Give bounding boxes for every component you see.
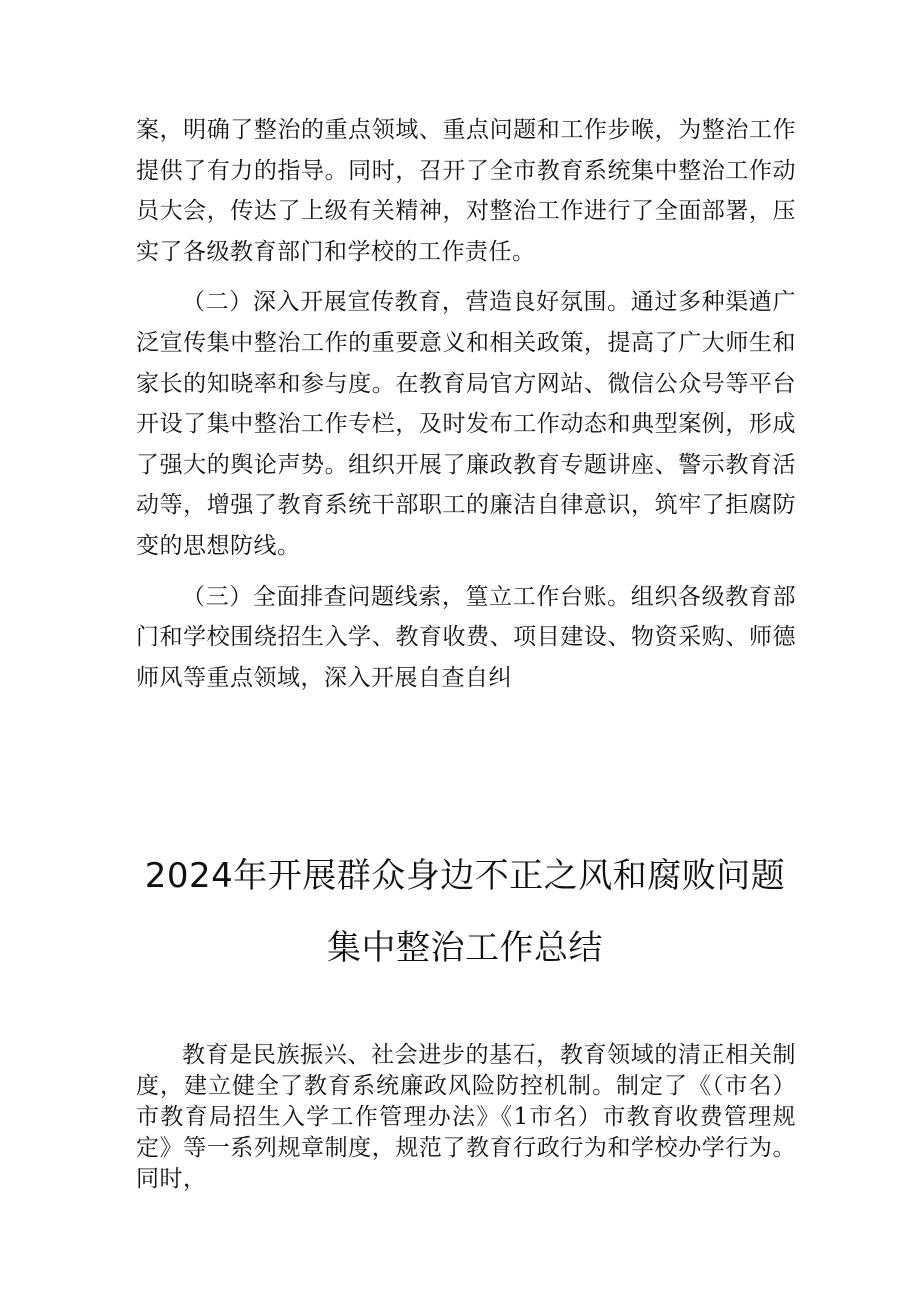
upper-text-section bbox=[136, 110, 796, 708]
title-line-1: 2024年开展群众身边不正之风和腐败问题 bbox=[144, 856, 786, 896]
title-line-2: 集中整治工作总结 bbox=[327, 928, 603, 968]
paragraph-investigate-clues: （三）全面排查问题线索，篁立工作台账。组织各级教育部门和学校围绕招生入学、教育收费、项目建设、物资采购、师德师风等重点领域，深入开展自查自纠 bbox=[136, 583, 796, 691]
lower-text-section bbox=[136, 1040, 796, 1195]
document-title bbox=[110, 840, 820, 984]
paragraph-publicity-education: （二）深入开展宣传教育，营造良好氛围。通过多种渠遒广泛宣传集中整治工作的重要意义和相关政策，提高了广大师生和家长的知晓率和参与度。在教育局官方网站、微信公众号等平台开设了集中整治工作专栏，及时发布工作动态和典型案例，形成了强大的舆论声势。组织开展了廉政教育专题讲座、警示教育活动等，增强了教育系统干部职工的廉洁自律意识，筑牢了拒腐防变的思想防线。 bbox=[136, 289, 796, 559]
paragraph-continuation: 案，明确了整治的重点领域、重点问题和工作步喉，为整治工作提供了有力的指导。同时，召开了全市教育系统集中整治工作动员大会，传达了上级有关精神，对整治工作进行了全面部署，压实了各级教育部门和学校的工作责任。 bbox=[136, 117, 796, 265]
paragraph-education-foundation: 教育是民族振兴、社会进步的基石，教育领域的清正相关制度，建立健全了教育系统廉政风险防控机制。制定了《（市名）市教育局招生入学工作管理办法》《1市名）市教育收费管理规定》等一系列规章制度，规范了教育行政行为和学校办学行为。同时， bbox=[136, 1042, 796, 1192]
